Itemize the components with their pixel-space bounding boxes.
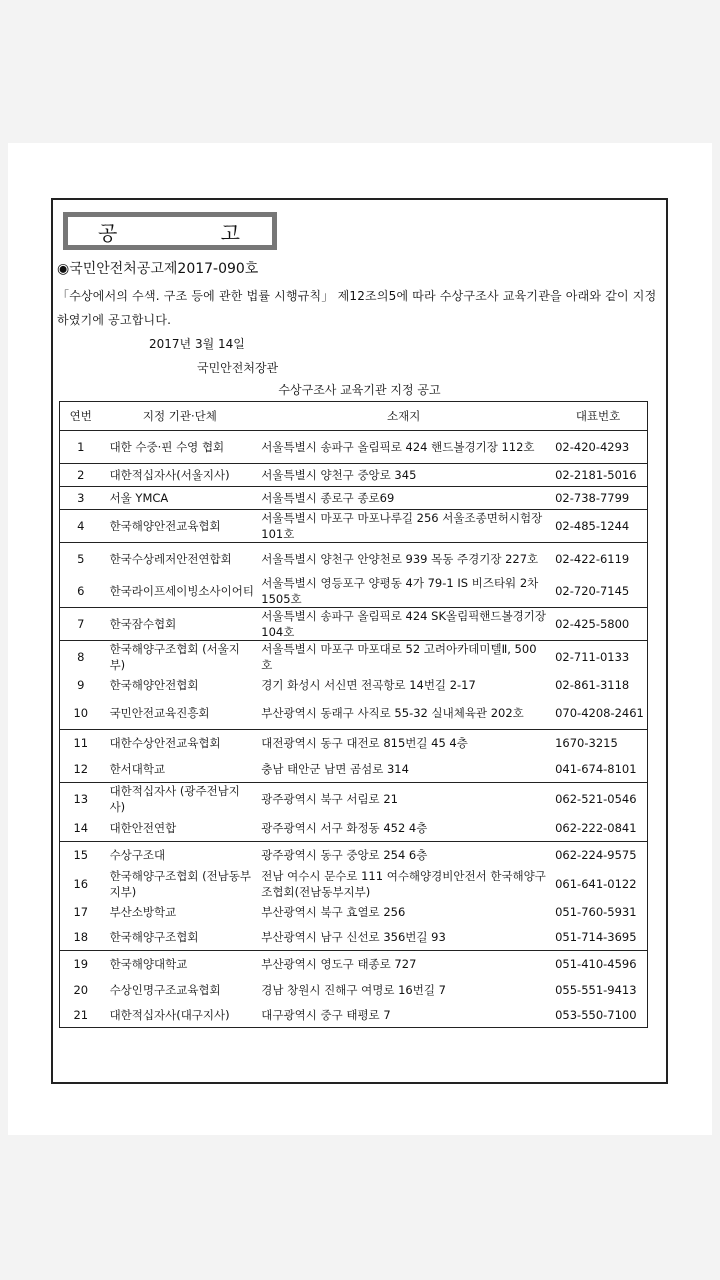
row-tel: 02-422-6119	[549, 543, 647, 576]
row-addr: 광주광역시 동구 중앙로 254 6층	[258, 842, 549, 869]
row-no: 16	[73, 877, 89, 891]
row-no: 13	[60, 783, 102, 816]
stamp-char-2: 고	[220, 220, 242, 245]
row-tel: 02-2181-5016	[549, 464, 647, 487]
row-tel: 062-224-9575	[549, 842, 647, 869]
table-row	[60, 487, 648, 510]
row-org: 대한적십자사(대구지사)	[109, 1008, 230, 1022]
notice-number: ◉국민안전처공고제2017-090호	[57, 261, 259, 277]
row-no: 17	[73, 905, 89, 919]
table-row	[60, 510, 648, 543]
row-addr: 전남 여수시 문수로 111 여수해양경비안전서 한국해양구조협회(전남동부지부)	[261, 869, 546, 899]
row-addr: 서울특별시 영등포구 양평동 4가 79-1 IS 비즈타워 2차 1505호	[261, 576, 539, 606]
row-no: 10	[73, 706, 89, 720]
row-org: 대한적십자사(서울지사)	[102, 464, 259, 487]
row-no: 12	[73, 762, 89, 776]
row-tel: 051-410-4596	[549, 951, 647, 978]
table-row	[60, 431, 648, 464]
table-row	[60, 464, 648, 487]
table-row	[60, 575, 648, 608]
row-addr: 대전광역시 동구 대전로 815번길 45 4층	[258, 730, 549, 757]
row-org: 한국해양구조협회	[109, 930, 199, 944]
row-addr: 서울특별시 종로구 종로69	[258, 487, 549, 510]
column-header-org: 지정 기관·단체	[102, 402, 259, 431]
stamp-char-1: 공	[98, 220, 120, 245]
column-header-tel: 대표번호	[549, 402, 647, 431]
table-row	[60, 868, 648, 900]
row-tel: 1670-3215	[549, 730, 647, 757]
column-header-addr: 소재지	[258, 402, 549, 431]
row-tel: 055-551-9413	[555, 983, 637, 997]
row-addr: 광주광역시 북구 서림로 21	[258, 783, 549, 816]
row-no: 7	[60, 608, 102, 641]
row-org: 대한수상안전교육협회	[102, 730, 259, 757]
row-org: 한국해양구조협회 (서울지부)	[102, 641, 259, 674]
row-no: 3	[60, 487, 102, 510]
row-org: 대한안전연합	[109, 821, 177, 835]
row-no: 8	[60, 641, 102, 674]
table-row	[60, 815, 648, 842]
table-row	[60, 673, 648, 697]
row-tel: 053-550-7100	[555, 1008, 637, 1022]
row-tel: 02-738-7799	[549, 487, 647, 510]
row-tel: 062-521-0546	[549, 783, 647, 816]
row-addr: 경남 창원시 진해구 여명로 16번길 7	[261, 983, 446, 997]
row-org: 한국해양안전협회	[109, 678, 199, 692]
notice-issuer: 국민안전처장관	[197, 361, 279, 375]
row-org: 한국잠수협회	[102, 608, 259, 641]
row-tel: 02-485-1244	[549, 510, 647, 543]
row-no: 18	[73, 930, 89, 944]
table-row	[60, 977, 648, 1003]
row-org: 부산소방학교	[109, 905, 177, 919]
row-addr: 서울특별시 마포구 마포나루길 256 서울조종면허시험장 101호	[258, 510, 549, 543]
table-row	[60, 951, 648, 978]
row-org: 한서대학교	[109, 762, 166, 776]
row-no: 21	[73, 1008, 89, 1022]
row-no: 15	[60, 842, 102, 869]
row-no: 5	[60, 543, 102, 576]
row-no: 19	[60, 951, 102, 978]
row-tel: 051-714-3695	[555, 930, 637, 944]
row-no: 2	[60, 464, 102, 487]
row-addr: 부산광역시 북구 효열로 256	[261, 905, 406, 919]
row-addr: 대구광역시 중구 태평로 7	[261, 1008, 391, 1022]
row-no: 6	[77, 584, 85, 598]
row-org: 한국해양대학교	[102, 951, 259, 978]
row-org: 국민안전교육진흥회	[109, 706, 210, 720]
row-tel: 02-425-5800	[549, 608, 647, 641]
table-row	[60, 543, 648, 576]
row-addr: 서울특별시 마포구 마포대로 52 고려아카데미텔Ⅱ, 500호	[258, 641, 549, 674]
document-page	[8, 143, 712, 1135]
row-addr: 서울특별시 양천구 중앙로 345	[258, 464, 549, 487]
row-addr: 서울특별시 송파구 올림픽로 424 SK올림픽핸드볼경기장 104호	[258, 608, 549, 641]
row-org: 한국라이프세이빙소사이어티	[109, 584, 254, 598]
row-org: 한국해양구조협회 (전남동부지부)	[109, 869, 252, 899]
table-row	[60, 900, 648, 924]
table-title: 수상구조사 교육기관 지정 공고	[278, 383, 441, 397]
row-tel: 02-861-3118	[555, 678, 630, 692]
row-addr: 충남 태안군 남면 곰섬로 314	[261, 762, 409, 776]
table-row	[60, 608, 648, 641]
row-addr: 부산광역시 남구 신선로 356번길 93	[261, 930, 446, 944]
table-row	[60, 641, 648, 674]
row-tel: 041-674-8101	[555, 762, 637, 776]
table-row	[60, 756, 648, 783]
institution-table	[59, 401, 648, 1028]
row-no: 4	[60, 510, 102, 543]
table-row	[60, 697, 648, 730]
row-addr: 서울특별시 양천구 안양천로 939 목동 주경기장 227호	[258, 543, 549, 576]
row-tel: 02-711-0133	[549, 641, 647, 674]
row-addr: 서울특별시 송파구 올림픽로 424 핸드볼경기장 112호	[261, 440, 535, 454]
row-tel: 051-760-5931	[555, 905, 637, 919]
row-no: 9	[77, 678, 85, 692]
row-tel: 070-4208-2461	[555, 706, 644, 720]
row-addr: 부산광역시 동래구 사직로 55-32 실내체육관 202호	[261, 706, 524, 720]
table-row	[60, 842, 648, 869]
notice-body-text: 「수상에서의 수색. 구조 등에 관한 법률 시행규칙」 제12조의5에 따라 수상구조사 교육기관을 아래와 같이 지정하였기에 공고합니다.	[57, 289, 657, 327]
table-row	[60, 730, 648, 757]
row-org: 수상구조대	[102, 842, 259, 869]
row-tel: 061-641-0122	[555, 877, 637, 891]
notice-date: 2017년 3월 14일	[149, 337, 245, 351]
row-addr: 광주광역시 서구 화정동 452 4층	[261, 821, 428, 835]
row-tel: 062-222-0841	[555, 821, 637, 835]
row-tel: 02-420-4293	[555, 440, 630, 454]
row-org: 수상인명구조교육협회	[109, 983, 221, 997]
row-tel: 02-720-7145	[555, 584, 630, 598]
table-row	[60, 783, 648, 816]
table-row	[60, 924, 648, 951]
row-addr: 경기 화성시 서신면 전곡항로 14번길 2-17	[261, 678, 476, 692]
row-addr: 부산광역시 영도구 태종로 727	[258, 951, 549, 978]
row-org: 대한적십자사 (광주전남지사)	[102, 783, 259, 816]
row-no: 14	[73, 821, 89, 835]
row-no: 1	[77, 440, 85, 454]
row-org: 한국수상레저안전연합회	[102, 543, 259, 576]
notice-frame	[51, 198, 668, 1084]
row-org: 대한 수중·핀 수영 협회	[109, 440, 225, 454]
notice-stamp	[63, 212, 277, 250]
column-header-no: 연번	[60, 402, 102, 431]
row-no: 11	[60, 730, 102, 757]
row-no: 20	[73, 983, 89, 997]
row-org: 서울 YMCA	[102, 487, 259, 510]
table-row	[60, 1003, 648, 1028]
row-org: 한국해양안전교육협회	[102, 510, 259, 543]
